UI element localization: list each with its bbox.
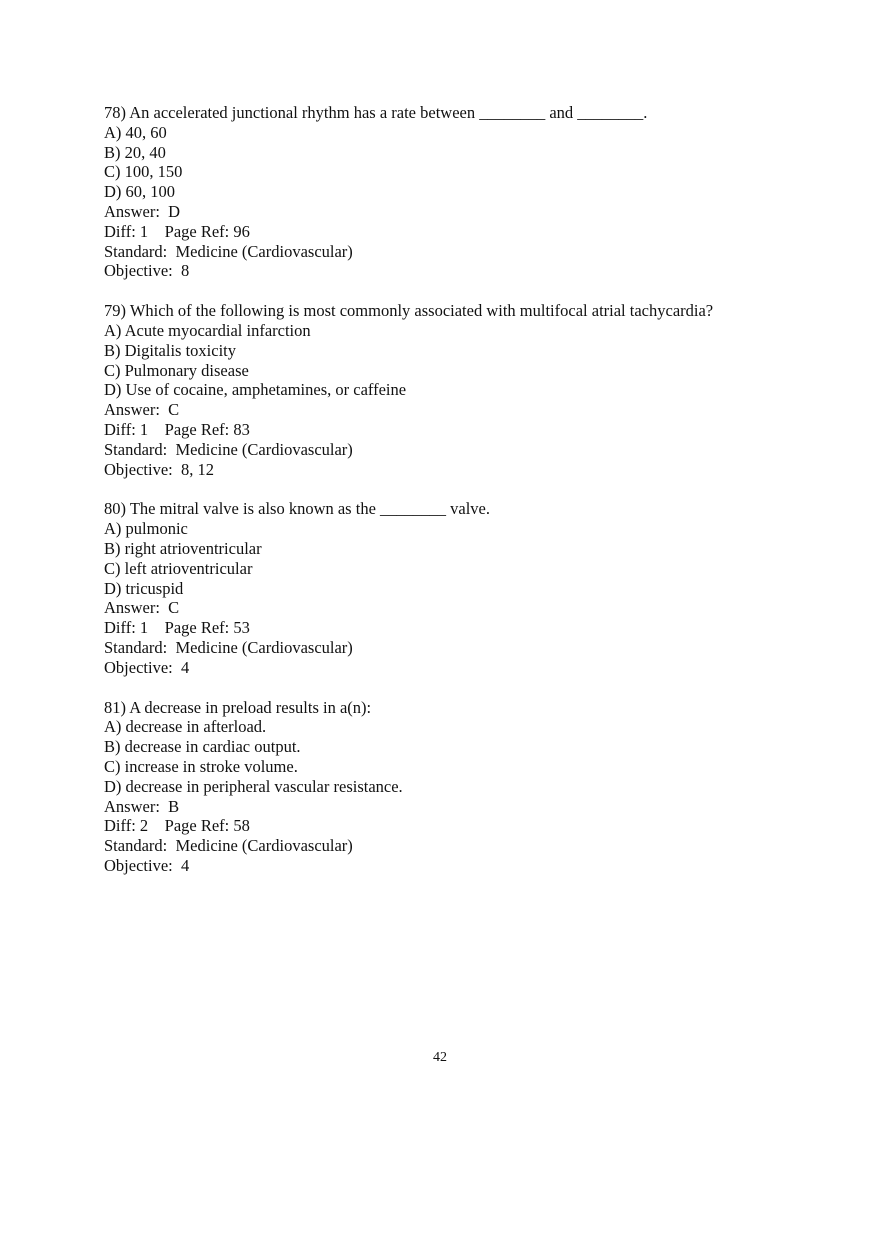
page-number: 42 — [433, 1050, 447, 1065]
option-b: B) 20, 40 — [104, 142, 166, 162]
answer-line: Answer: D — [104, 201, 181, 221]
standard-line: Standard: Medicine (Cardiovascular) — [104, 439, 353, 459]
question-80 — [104, 499, 804, 677]
answer-line: Answer: B — [104, 796, 180, 816]
standard-line: Standard: Medicine (Cardiovascular) — [104, 836, 353, 856]
option-a: A) pulmonic — [104, 519, 188, 539]
option-a: A) decrease in afterload. — [104, 717, 267, 737]
option-b: B) right atrioventricular — [104, 538, 262, 558]
option-c: C) left atrioventricular — [104, 558, 253, 578]
difficulty-page-ref: Diff: 2 Page Ref: 58 — [104, 816, 250, 836]
option-c: C) 100, 150 — [104, 162, 183, 182]
standard-line: Standard: Medicine (Cardiovascular) — [104, 241, 353, 261]
option-a: A) 40, 60 — [104, 122, 167, 142]
option-b: B) decrease in cardiac output. — [104, 737, 301, 757]
option-d: D) decrease in peripheral vascular resistance. — [104, 776, 403, 796]
option-a: A) Acute myocardial infarction — [104, 320, 311, 340]
question-stem: 78) An accelerated junctional rhythm has a rate between ________ and ________. — [104, 103, 648, 122]
question-stem: 79) Which of the following is most commonly associated with multifocal atrial tachycardia? — [104, 301, 714, 321]
option-d: D) tricuspid — [104, 578, 184, 598]
objective-line: Objective: 4 — [104, 657, 190, 677]
question-81 — [104, 698, 804, 876]
question-78 — [104, 103, 804, 281]
objective-line: Objective: 8 — [104, 261, 190, 281]
option-d: D) Use of cocaine, amphetamines, or caffeine — [104, 380, 407, 400]
difficulty-page-ref: Diff: 1 Page Ref: 83 — [104, 419, 250, 439]
question-list — [104, 103, 804, 896]
objective-line: Objective: 8, 12 — [104, 459, 214, 479]
question-79 — [104, 301, 804, 479]
answer-line: Answer: C — [104, 598, 180, 618]
option-d: D) 60, 100 — [104, 182, 176, 202]
question-stem: 80) The mitral valve is also known as the ________ valve. — [104, 499, 490, 519]
answer-line: Answer: C — [104, 400, 180, 420]
standard-line: Standard: Medicine (Cardiovascular) — [104, 637, 353, 657]
question-stem: 81) A decrease in preload results in a(n): — [104, 697, 372, 717]
option-c: C) Pulmonary disease — [104, 360, 249, 380]
difficulty-page-ref: Diff: 1 Page Ref: 96 — [104, 221, 250, 241]
difficulty-page-ref: Diff: 1 Page Ref: 53 — [104, 618, 250, 638]
option-b: B) Digitalis toxicity — [104, 340, 236, 360]
option-c: C) increase in stroke volume. — [104, 756, 298, 776]
objective-line: Objective: 4 — [104, 855, 190, 875]
